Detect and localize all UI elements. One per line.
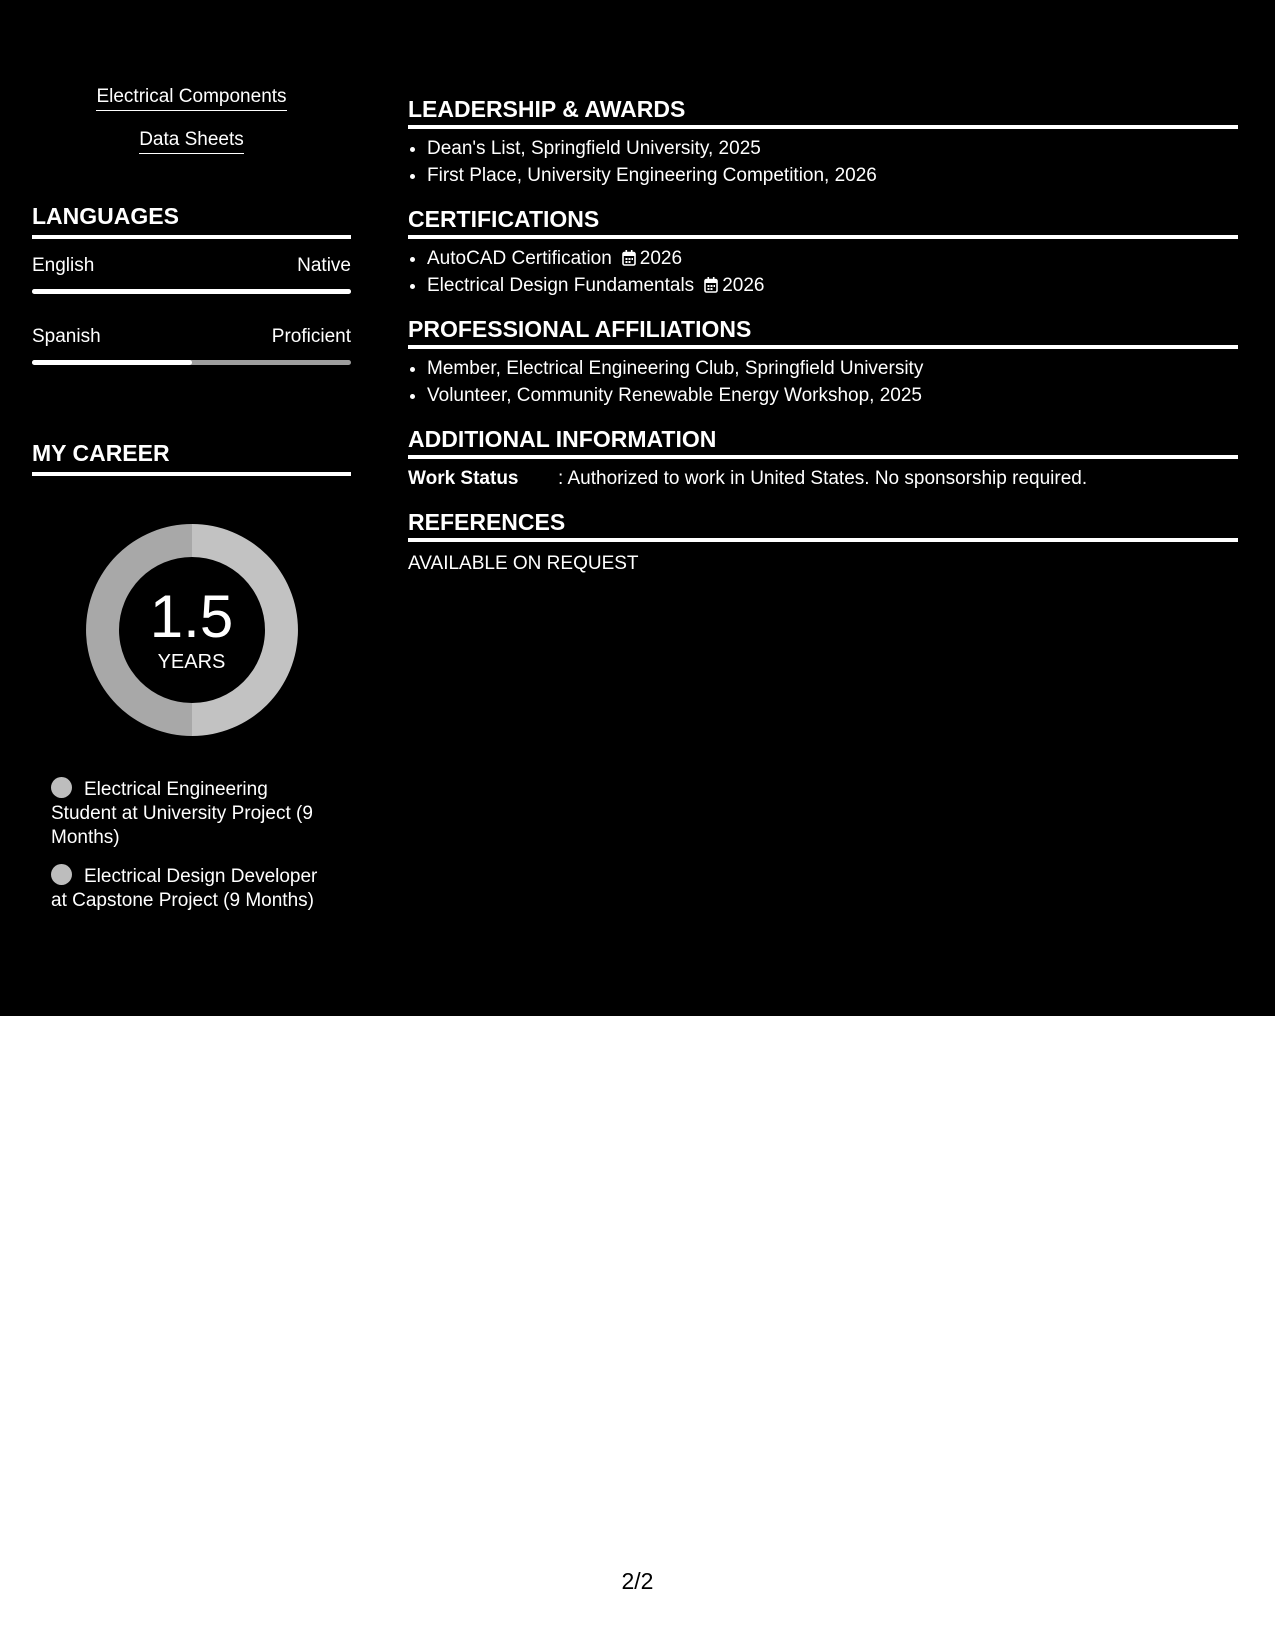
certification-name: AutoCAD Certification: [427, 248, 612, 269]
language-proficiency-bar: [32, 289, 351, 294]
career-years-value: 1.5: [149, 582, 234, 650]
languages-section: [32, 202, 351, 365]
affiliations-list: [408, 355, 1238, 409]
certification-item: [427, 245, 1238, 272]
language-level: Proficient: [271, 326, 351, 347]
certifications-list: [408, 245, 1238, 299]
career-item: [51, 777, 326, 850]
certification-year: 2026: [639, 248, 683, 269]
skill-links: [32, 86, 351, 154]
references-heading: REFERENCES: [408, 508, 1238, 542]
language-item-spanish: [32, 326, 351, 365]
languages-heading: LANGUAGES: [32, 202, 351, 239]
affiliation-item: • Member, Electrical Engineering Club, Springfield University: [427, 355, 1238, 382]
page-number: 2/2: [621, 1568, 654, 1594]
career-bullet-icon: [51, 864, 72, 885]
donut-center: [79, 517, 305, 743]
work-status-row: [408, 465, 1238, 492]
references-text: AVAILABLE ON REQUEST: [408, 553, 639, 574]
work-status-label: Work Status: [408, 468, 519, 489]
language-proficiency-fill: [32, 289, 351, 294]
language-level: Native: [297, 255, 351, 276]
certification-item: [427, 272, 1238, 299]
language-proficiency-bar: [32, 360, 351, 365]
certification-year: 2026: [722, 275, 765, 296]
work-status-value: : Authorized to work in United States. No sponsorship required.: [558, 468, 1088, 489]
affiliation-item: • Volunteer, Community Renewable Energy Workshop, 2025: [427, 382, 1238, 409]
skill-link-electrical-components[interactable]: Electrical Components: [96, 86, 286, 111]
career-bullet-icon: [51, 777, 72, 798]
career-section: [32, 439, 351, 913]
additional-info-heading: ADDITIONAL INFORMATION: [408, 425, 1238, 459]
leadership-heading: LEADERSHIP & AWARDS: [408, 95, 1238, 129]
main-content: [408, 95, 1238, 577]
calendar-icon: [622, 250, 636, 266]
language-proficiency-fill: [32, 360, 192, 365]
leadership-item: • First Place, University Engineering Competition, 2026: [427, 162, 1238, 189]
career-list: [51, 777, 326, 913]
leadership-list: [408, 135, 1238, 189]
leadership-item: • Dean's List, Springfield University, 2025: [427, 135, 1238, 162]
language-name: English: [32, 255, 95, 276]
language-name: Spanish: [32, 326, 101, 347]
language-item-english: [32, 255, 351, 294]
calendar-icon: [704, 277, 718, 293]
certification-name: Electrical Design Fundamentals: [427, 275, 695, 296]
skill-link-data-sheets[interactable]: Data Sheets: [139, 129, 244, 154]
career-item-text: Electrical Engineering Student at University Project (9 Months): [51, 779, 313, 848]
career-donut-chart: [79, 517, 305, 743]
career-item-text: Electrical Design Developer at Capstone Project (9 Months): [51, 866, 318, 911]
sidebar: [32, 86, 351, 927]
career-item: [51, 864, 326, 913]
affiliations-heading: PROFESSIONAL AFFILIATIONS: [408, 315, 1238, 349]
career-heading: MY CAREER: [32, 439, 351, 476]
certifications-heading: CERTIFICATIONS: [408, 205, 1238, 239]
career-years-label: YEARS: [157, 650, 226, 673]
